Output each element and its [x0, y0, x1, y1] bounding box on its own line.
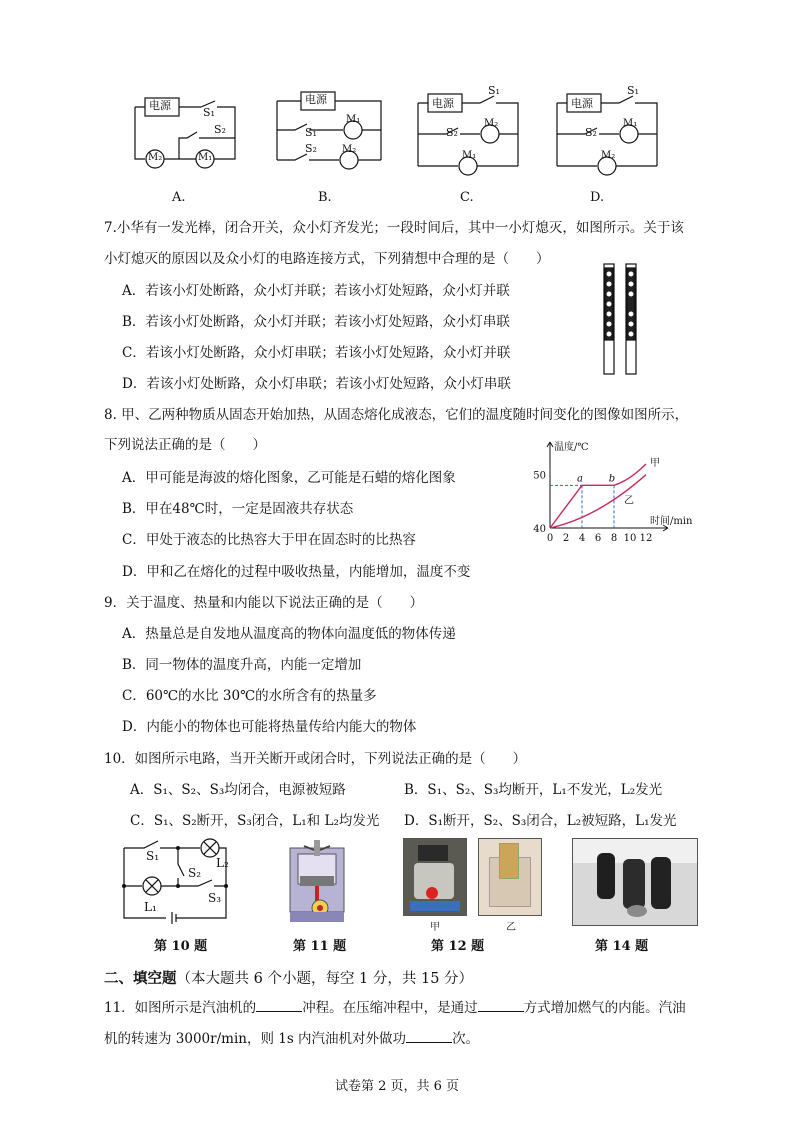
x-tick-label: 10 — [623, 533, 637, 544]
fig10-s2: S₂ — [188, 866, 202, 880]
point-label-b: b — [608, 473, 616, 485]
b-s1: S₁ — [305, 126, 317, 139]
section2-heading — [104, 967, 473, 988]
q10-option-d: D．S₁断开，S₂、S₃闭合，L₂被短路，L₁发光 — [404, 813, 677, 829]
y-tick-label: 50 — [533, 470, 546, 482]
q10-option-a: A．S₁、S₂、S₃均闭合，电源被短路 — [130, 782, 346, 798]
q11-part1: 11．如图所示是汽油机的 — [104, 1000, 257, 1016]
q7-option-c: C．若该小灯处断路，众小灯串联；若该小灯处短路，众小灯并联 — [122, 345, 511, 361]
q8-option-d: D．甲和乙在熔化的过程中吸收热量，内能增加，温度不变 — [122, 564, 471, 580]
c-s2: S₂ — [446, 126, 458, 139]
y-tick-label: 40 — [533, 524, 546, 535]
q8-option-a: A．甲可能是海波的熔化图象，乙可能是石蜡的熔化图象 — [122, 470, 456, 486]
x-tick-label: 12 — [639, 533, 653, 544]
q8-stem-line1: 8. 甲、乙两种物质从固态开始加热，从固态熔化成液态，它们的温度随时间变化的图像如图所示， — [104, 407, 689, 423]
q11-line1 — [104, 999, 686, 1017]
q11-blank1[interactable] — [256, 999, 302, 1012]
a-m2: M₂ — [148, 152, 163, 163]
c-s1: S₁ — [488, 84, 500, 97]
x-tick-label: 0 — [546, 533, 554, 544]
option-b-label: B. — [318, 190, 332, 205]
q11-part5: 次。 — [452, 1031, 480, 1047]
circuit-b — [277, 92, 381, 169]
c-m2: M₂ — [484, 118, 499, 129]
q8-option-b: B．甲在48℃时，一定是固液共存状态 — [122, 501, 354, 517]
c-power: 电源 — [432, 97, 454, 110]
option-d-label: D. — [590, 190, 605, 205]
d-s2: S₂ — [585, 126, 597, 139]
q9-option-a: A．热量总是自发地从温度高的物体向温度低的物体传递 — [122, 626, 456, 642]
q11-blank2[interactable] — [478, 999, 524, 1012]
section2-note: （本大题共 6 个小题，每空 1 分，共 15 分） — [176, 971, 474, 987]
q7-stem-line1: 7.小华有一发光棒，闭合开关，众小灯齐发光；一段时间后，其中一小灯熄灭，如图所示。关于该 — [104, 220, 684, 236]
q7-option-b: B．若该小灯处断路，众小灯并联；若该小灯处短路，众小灯串联 — [122, 314, 510, 330]
fig14-curling-photo — [572, 838, 698, 926]
q9-stem: 9．关于温度、热量和内能以下说法正确的是（ ） — [104, 595, 424, 611]
melting-chart — [530, 434, 710, 550]
fig10-caption: 第 10 题 — [154, 939, 208, 954]
top-circuits — [0, 80, 794, 210]
b-m1: M₁ — [346, 114, 361, 125]
fig12-caption: 第 12 题 — [431, 939, 485, 954]
a-s1: S₁ — [203, 106, 215, 119]
q7-option-d: D．若该小灯处断路，众小灯串联；若该小灯处短路，众小灯串联 — [122, 376, 511, 392]
point-label-a: a — [577, 473, 583, 485]
q10-stem: 10．如图所示电路，当开关断开或闭合时，下列说法正确的是（ ） — [104, 751, 527, 767]
d-m1: M₁ — [623, 118, 638, 129]
d-power: 电源 — [571, 97, 593, 110]
x-tick-label: 6 — [594, 533, 602, 544]
q11-part3: 方式增加燃气的内能。汽油 — [523, 1000, 686, 1016]
b-m2: M₂ — [342, 144, 357, 155]
q11-part2: 冲程。在压缩冲程中，是通过 — [302, 1000, 478, 1016]
q8-stem-line2: 下列说法正确的是（ ） — [104, 437, 266, 453]
q11-line2 — [104, 1030, 479, 1048]
q11-part4: 机的转速为 3000r/min，则 1s 内汽油机对外做功 — [104, 1031, 407, 1047]
option-a-label: A. — [172, 190, 186, 205]
page-footer: 试卷第 2 页，共 6 页 — [334, 1079, 460, 1094]
fig11-engine — [282, 836, 352, 928]
light-stick-figure — [598, 260, 646, 378]
melting-guide-lines — [550, 485, 614, 528]
a-s2: S₂ — [214, 123, 226, 136]
q9-option-d: D．内能小的物体也可能将热量传给内能大的物体 — [122, 719, 417, 735]
q8-option-c: C．甲处于液态的比热容大于甲在固态时的比热容 — [122, 532, 416, 548]
b-s2: S₂ — [305, 142, 317, 155]
q10-option-c: C．S₁、S₂断开，S₃闭合，L₁和 L₂均发光 — [130, 813, 380, 829]
fig14-caption: 第 14 题 — [595, 939, 649, 954]
fig10-circuit — [118, 836, 238, 928]
x-tick-label: 8 — [610, 533, 618, 544]
d-m2: M₂ — [601, 150, 616, 161]
a-power: 电源 — [149, 99, 171, 112]
a-m1: M₁ — [198, 152, 213, 163]
b-power: 电源 — [305, 93, 327, 106]
q9-option-c: C．60℃的水比 30℃的水所含有的热量多 — [122, 688, 377, 704]
q11-blank3[interactable] — [406, 1030, 452, 1043]
fig10-l2: L₂ — [216, 856, 229, 870]
option-c-label: C. — [460, 190, 474, 205]
x-axis-label: 时间/min — [650, 516, 693, 527]
fig10-s3: S₃ — [208, 891, 222, 905]
q7-option-a: A．若该小灯处断路，众小灯并联；若该小灯处短路，众小灯并联 — [122, 283, 510, 299]
fig12-photo-b — [478, 838, 542, 916]
x-tick-label: 4 — [578, 533, 586, 544]
fig12-label-b: 乙 — [506, 922, 516, 933]
q7-stem-line2: 小灯熄灭的原因以及众小灯的电路连接方式，下列猜想中合理的是（ ） — [104, 251, 550, 267]
fig12-photo-a — [403, 838, 467, 916]
fig10-s1: S₁ — [146, 849, 160, 863]
x-tick-label: 2 — [562, 533, 570, 544]
fig11-caption: 第 11 题 — [293, 939, 347, 954]
fig12-label-a: 甲 — [430, 922, 440, 933]
y-axis-label: 温度/℃ — [554, 442, 589, 453]
series-label-jia: 甲 — [650, 458, 660, 469]
fig10-l1: L₁ — [144, 900, 157, 914]
section2-title: 二、填空题 — [104, 970, 177, 987]
q9-option-b: B．同一物体的温度升高，内能一定增加 — [122, 657, 362, 673]
series-label-yi: 乙 — [624, 495, 634, 507]
q10-option-b: B．S₁、S₂、S₃均断开，L₁不发光，L₂发光 — [404, 782, 663, 798]
c-m1: M₁ — [462, 150, 477, 161]
d-s1: S₁ — [627, 84, 639, 97]
